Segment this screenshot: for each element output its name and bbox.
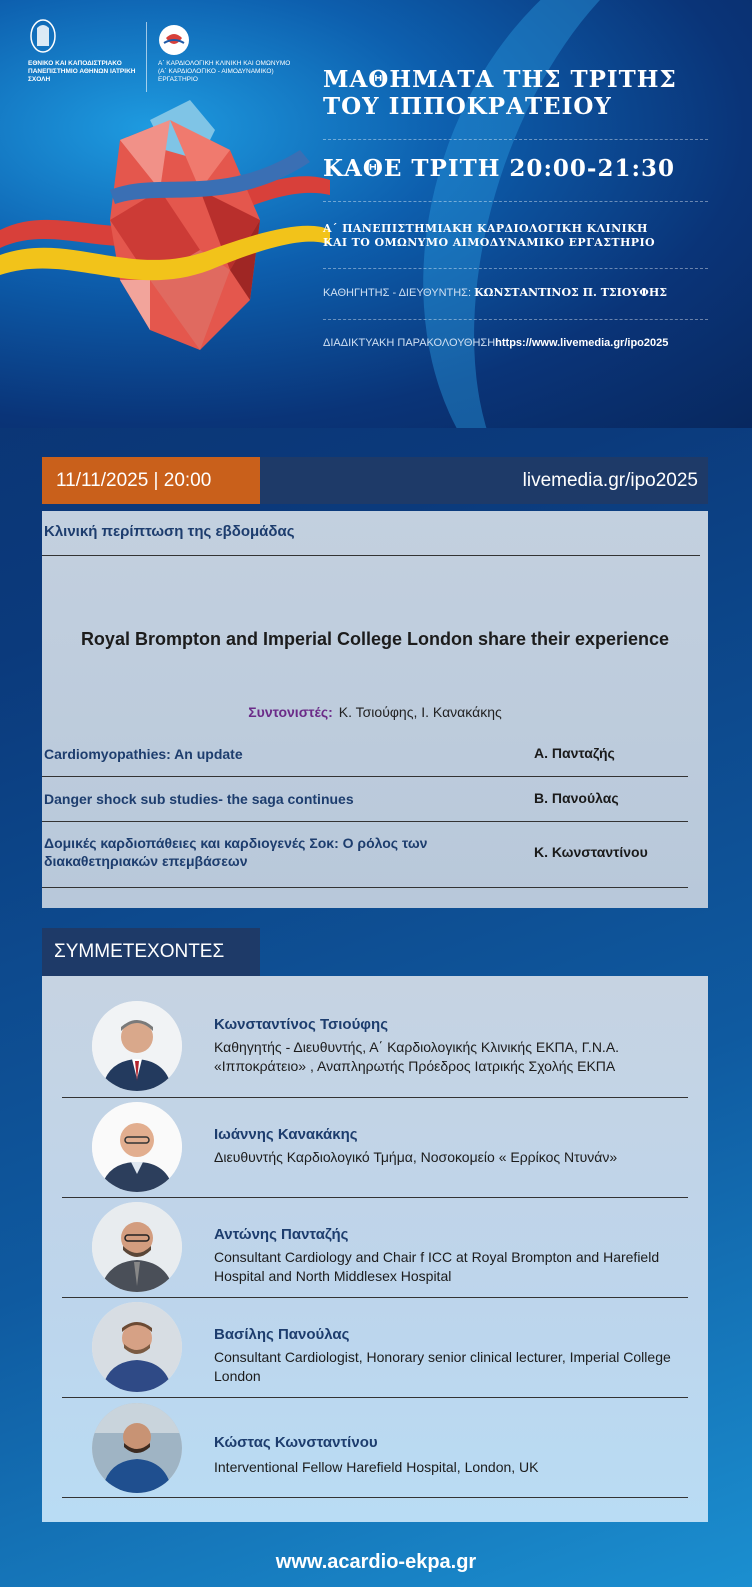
decorative-swoosh [347, 0, 752, 428]
participant-role: Καθηγητής - Διευθυντής, Α΄ Καρδιολογικής Κλινικής ΕΚΠΑ, Γ.Ν.Α. «Ιπποκράτειο» , Αναπληρωτής Πρόεδρος Ιατρικής Σχολής ΕΚΠΑ [214, 1039, 620, 1074]
divider [323, 201, 708, 202]
talk-speaker: Α. Πανταζής [534, 745, 615, 761]
talk-row [42, 777, 688, 822]
program-panel [42, 511, 708, 908]
moderators-names: Κ. Τσιούφης, Ι. Κανακάκης [338, 704, 502, 720]
moderators-label: Συντονιστές: [248, 704, 333, 720]
participants-panel [42, 976, 708, 1522]
talk-row [42, 822, 688, 888]
participant-role: Consultant Cardiology and Chair f ICC at Royal Brompton and Harefield Hospital and North Middlesex Hospital [214, 1249, 660, 1284]
university-name: ΕΘΝΙΚΟ ΚΑΙ ΚΑΠΟΔΙΣΤΡΙΑΚΟ ΠΑΝΕΠΙΣΤΗΜΙΟ ΑΘΗΝΩΝ ΙΑΤΡΙΚΗ ΣΧΟΛΗ [28, 60, 136, 83]
participant-name: Αντώνης Πανταζής [214, 1226, 349, 1243]
online-url-link[interactable]: https://www.livemedia.gr/ipo2025 [495, 337, 669, 349]
avatar [92, 1202, 182, 1292]
participant-card [62, 1198, 688, 1298]
logo-divider [146, 22, 147, 92]
director-label: ΚΑΘΗΓΗΤΗΣ - ΔΙΕΥΘΥΝΤΗΣ: [323, 287, 475, 299]
cardiology-dept-logo-icon [158, 24, 190, 56]
divider [323, 268, 708, 269]
avatar [92, 1403, 182, 1493]
series-title-line-1: ΜΑΘΗΜΑΤΑ ΤΗΣ ΤΡΙΤΗΣ [323, 66, 677, 93]
participant-card [62, 1098, 688, 1198]
participant-role: Consultant Cardiologist, Honorary senior clinical lecturer, Imperial College London [214, 1349, 671, 1384]
talk-title: Δομικές καρδιοπάθειες και καρδιογενές Σοκ: Ο ρόλος των διακαθετηριακών επεμβάσεων [44, 835, 428, 869]
talk-title: Cardiomyopathies: An update [44, 746, 243, 762]
divider [323, 319, 708, 320]
talk-speaker: Β. Πανούλας [534, 790, 619, 806]
session-title: Royal Brompton and Imperial College London share their experience [80, 629, 670, 649]
participant-card [62, 1398, 688, 1498]
participants-heading: ΣΥΜΜΕΤΕΧΟΝΤΕΣ [42, 928, 260, 976]
participant-role: Διευθυντής Καρδιολογικό Τμήμα, Νοσοκομείο « Ερρίκος Ντυνάν» [214, 1149, 618, 1165]
date-time-badge: 11/11/2025 | 20:00 [42, 457, 260, 504]
livemedia-link[interactable]: livemedia.gr/ipo2025 [522, 470, 698, 491]
online-label: ΔΙΑΔΙΚΤΥΑΚΗ ΠΑΡΑΚΟΛΟΥΘΗΣΗ [323, 337, 496, 349]
participant-name: Κωνσταντίνος Τσιούφης [214, 1016, 389, 1033]
participant-name: Ιωάννης Κανακάκης [214, 1126, 358, 1143]
avatar [92, 1302, 182, 1392]
series-title [323, 66, 723, 120]
department-name: Α΄ ΚΑΡΔΙΟΛΟΓΙΚΗ ΚΛΙΝΙΚΗ ΚΑΙ ΟΜΩΝΥΜΟ (Α΄ ΚΑΡΔΙΟΛΟΓΙΚΟ - ΑΙΜΟΔΥΝΑΜΙΚΟ) ΕΡΓΑΣΤΗΡΙΟ [158, 60, 291, 83]
participant-role: Interventional Fellow Harefield Hospital, London, UK [214, 1459, 539, 1475]
clinic-name-line-2: ΚΑΙ ΤΟ ΟΜΩΝΥΜΟ ΑΙΜΟΔΥΝΑΜΙΚΟ ΕΡΓΑΣΤΗΡΙΟ [323, 236, 655, 249]
university-logo-icon [28, 18, 58, 54]
participant-card [62, 1298, 688, 1398]
heart-illustration [0, 80, 330, 380]
participant-name: Κώστας Κωνσταντίνου [214, 1434, 378, 1451]
director-name: ΚΩΝΣΤΑΝΤΙΝΟΣ Π. ΤΣΙΟΥΦΗΣ [474, 286, 667, 299]
online-line [323, 337, 668, 349]
director-line [323, 286, 667, 299]
program-header [42, 457, 708, 504]
talk-title: Danger shock sub studies- the saga continues [44, 791, 354, 807]
participant-card [62, 976, 688, 1098]
talk-row [42, 731, 688, 777]
divider [42, 555, 700, 556]
hero-banner [0, 0, 752, 428]
talk-speaker: Κ. Κωνσταντίνου [534, 844, 648, 860]
participant-name: Βασίλης Πανούλας [214, 1326, 350, 1343]
divider [323, 139, 708, 140]
moderators-line [42, 704, 708, 720]
footer-website-link[interactable]: www.acardio-ekpa.gr [275, 1551, 477, 1573]
avatar [92, 1102, 182, 1192]
weekly-case-label: Κλινική περίπτωση της εβδομάδας [44, 523, 295, 540]
schedule-text: ΚΑΘΕ ΤΡΙΤΗ 20:00-21:30 [323, 155, 675, 182]
clinic-name [323, 222, 713, 250]
series-title-line-2: ΤΟΥ ΙΠΠΟΚΡΑΤΕΙΟΥ [323, 93, 612, 120]
avatar [92, 1001, 182, 1091]
clinic-name-line-1: Α΄ ΠΑΝΕΠΙΣΤΗΜΙΑΚΗ ΚΑΡΔΙΟΛΟΓΙΚΗ ΚΛΙΝΙΚΗ [323, 222, 648, 235]
